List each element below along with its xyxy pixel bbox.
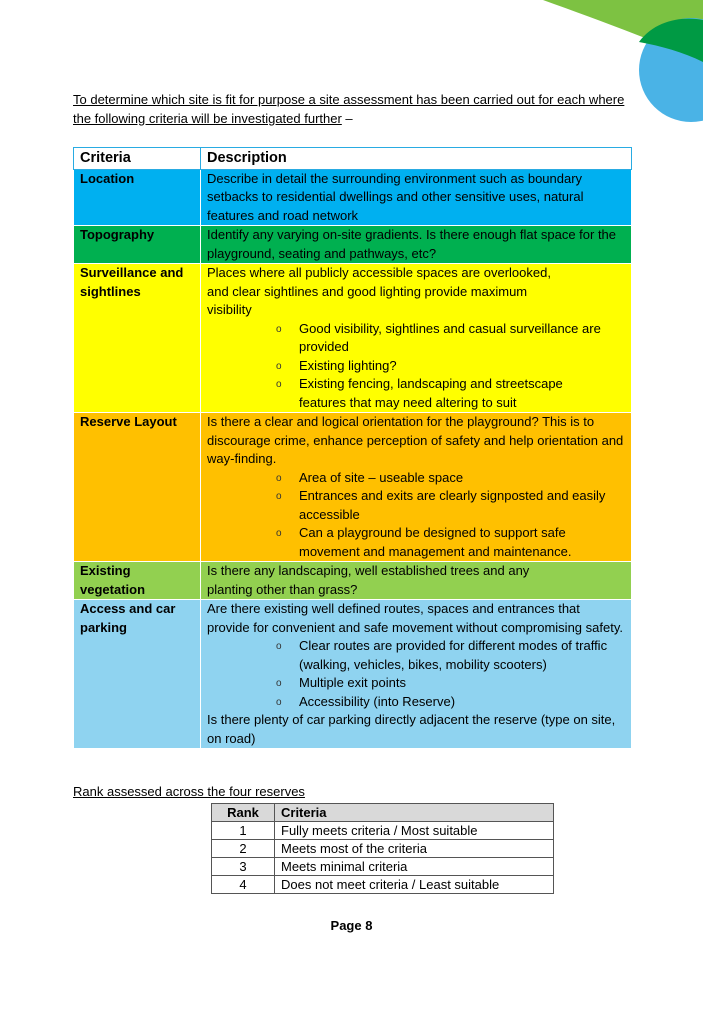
rank-header-rank: Rank xyxy=(212,804,275,822)
header-description: Description xyxy=(201,148,632,170)
rank-number: 4 xyxy=(212,876,275,894)
criteria-description xyxy=(201,562,632,600)
description-text: Is there a clear and logical orientation for the playground? This is to discourage crime, enhance perception of safety and help orientation and way-finding. xyxy=(207,414,624,466)
table-row-access xyxy=(74,600,632,749)
table-row-topography xyxy=(74,226,632,264)
bullet-list xyxy=(207,469,625,562)
rank-criteria: Meets minimal criteria xyxy=(275,858,554,876)
page-number: Page 8 xyxy=(330,918,373,933)
criteria-table xyxy=(73,147,632,749)
table-row-vegetation xyxy=(74,562,632,600)
table-row-location xyxy=(74,169,632,226)
rank-row xyxy=(212,840,554,858)
criteria-description xyxy=(201,264,632,413)
table-row-reserve-layout xyxy=(74,413,632,562)
rank-row xyxy=(212,876,554,894)
rank-number: 2 xyxy=(212,840,275,858)
rank-table xyxy=(211,803,554,894)
criteria-name: Topography xyxy=(74,226,201,264)
bullet-item: o Can a playground be designed to support safe movement and management and maintenance. xyxy=(207,524,625,561)
bullet-item: o Area of site – useable space xyxy=(207,469,625,488)
bullet-list xyxy=(207,320,625,413)
rank-criteria: Fully meets criteria / Most suitable xyxy=(275,822,554,840)
bullet-item: o Multiple exit points xyxy=(207,674,625,693)
criteria-name: Access and car parking xyxy=(74,600,201,749)
description-text: Places where all publicly accessible spaces are overlooked, and clear sightlines and good lighting provide maximum visibility xyxy=(207,265,551,317)
header-criteria: Criteria xyxy=(74,148,201,170)
intro-suffix: – xyxy=(341,111,353,126)
bullet-list xyxy=(207,637,625,711)
bullet-item: o Entrances and exits are clearly signposted and easily accessible xyxy=(207,487,625,524)
rank-criteria: Does not meet criteria / Least suitable xyxy=(275,876,554,894)
description-text: Are there existing well defined routes, spaces and entrances that provide for convenient and safe movement without compromising safety. xyxy=(207,601,623,635)
description-text: Is there any landscaping, well established trees and any planting other than grass? xyxy=(207,563,530,597)
intro-text: To determine which site is fit for purpose a site assessment has been carried out for each where the following criteria will be investigated further xyxy=(73,92,625,126)
description-text: Identify any varying on-site gradients. Is there enough flat space for the playground, seating and pathways, etc? xyxy=(207,227,617,261)
criteria-description xyxy=(201,413,632,562)
criteria-name: Location xyxy=(74,169,201,226)
rank-table-header xyxy=(212,804,554,822)
rank-caption: Rank assessed across the four reserves xyxy=(73,784,305,799)
bullet-item: o Clear routes are provided for different modes of traffic (walking, vehicles, bikes, mobility scooters) xyxy=(207,637,625,674)
rank-row xyxy=(212,858,554,876)
criteria-name: Reserve Layout xyxy=(74,413,201,562)
description-text: Describe in detail the surrounding environment such as boundary setbacks to residential dwellings and other sensitive uses, natural features and road network xyxy=(207,170,584,223)
rank-number: 3 xyxy=(212,858,275,876)
rank-header-criteria: Criteria xyxy=(275,804,554,822)
bullet-item: o Existing lighting? xyxy=(207,357,625,376)
rank-row xyxy=(212,822,554,840)
description-after-text: Is there plenty of car parking directly adjacent the reserve (type on site, on road) xyxy=(207,712,616,746)
table-row-surveillance xyxy=(74,264,632,413)
bullet-item: o Existing fencing, landscaping and streetscape features that may need altering to suit xyxy=(207,375,625,412)
criteria-description xyxy=(201,226,632,264)
intro-paragraph xyxy=(73,90,633,128)
bullet-item: o Accessibility (into Reserve) xyxy=(207,693,625,712)
criteria-name: Surveillance and sightlines xyxy=(74,264,201,413)
rank-criteria: Meets most of the criteria xyxy=(275,840,554,858)
criteria-name: Existing vegetation xyxy=(74,562,201,600)
bullet-item: o Good visibility, sightlines and casual surveillance are provided xyxy=(207,320,625,357)
criteria-description xyxy=(201,169,632,226)
criteria-table-header xyxy=(74,148,632,170)
criteria-description xyxy=(201,600,632,749)
rank-number: 1 xyxy=(212,822,275,840)
